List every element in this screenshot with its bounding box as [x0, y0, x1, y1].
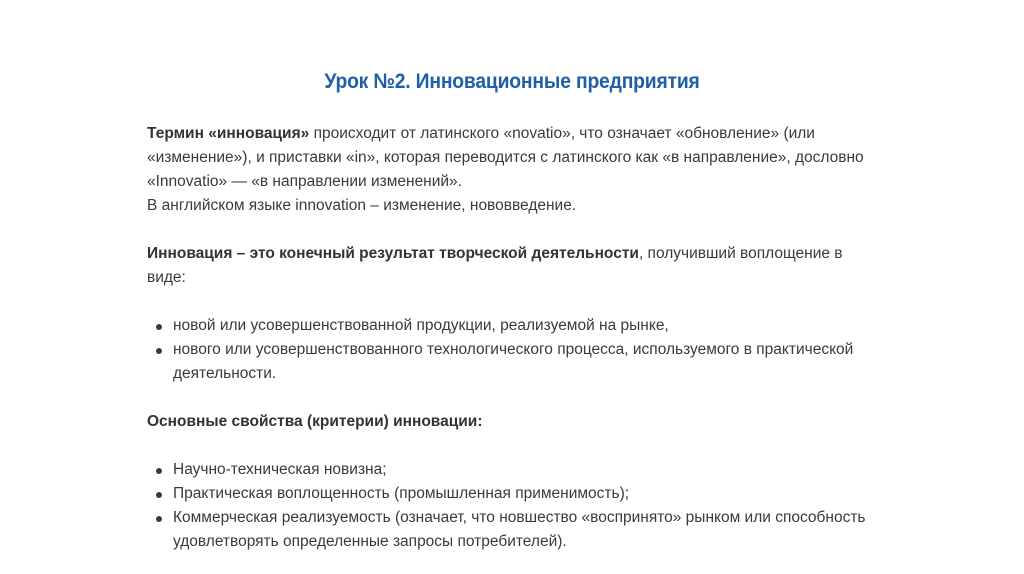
list-item: нового или усовершенствованного технологического процесса, используемого в практической деятельности. — [147, 338, 867, 386]
bullet-icon — [156, 468, 162, 474]
list-item: Коммерческая реализуемость (означает, что новшество «воспринято» рынком или способность удовлетворять определенные запросы потребителей). — [147, 506, 867, 554]
definition-text: , получивший воплощение в виде: — [147, 245, 843, 286]
paragraph-term — [147, 122, 867, 218]
list-item: Практическая воплощенность (промышленная применимость); — [147, 482, 867, 506]
term-text: происходит от латинского «novatio», что означает «обновление» (или «изменение»), и приставки «in», которая переводится с латинского как «в направление», дословно «Innovatio» — «в направлении изменений». — [147, 125, 864, 190]
bullet-icon — [156, 492, 162, 498]
bullet-icon — [156, 516, 162, 522]
term-bold: Термин «инновация» — [147, 125, 310, 142]
properties-heading: Основные свойства (критерии) инновации: — [147, 413, 483, 430]
list-item: Научно-техническая новизна; — [147, 458, 867, 482]
forms-list — [147, 314, 867, 386]
list-item: новой или усовершенствованной продукции, реализуемой на рынке, — [147, 314, 867, 338]
paragraph-definition — [147, 242, 867, 290]
page-title: Урок №2. Инновационные предприятия — [324, 70, 700, 93]
bullet-icon — [156, 348, 162, 354]
english-meaning: В английском языке innovation – изменение, нововведение. — [147, 197, 577, 214]
definition-bold: Инновация – это конечный результат творческой деятельности — [147, 245, 639, 262]
bullet-icon — [156, 324, 162, 330]
slide-body — [147, 122, 867, 554]
properties-list — [147, 458, 867, 554]
